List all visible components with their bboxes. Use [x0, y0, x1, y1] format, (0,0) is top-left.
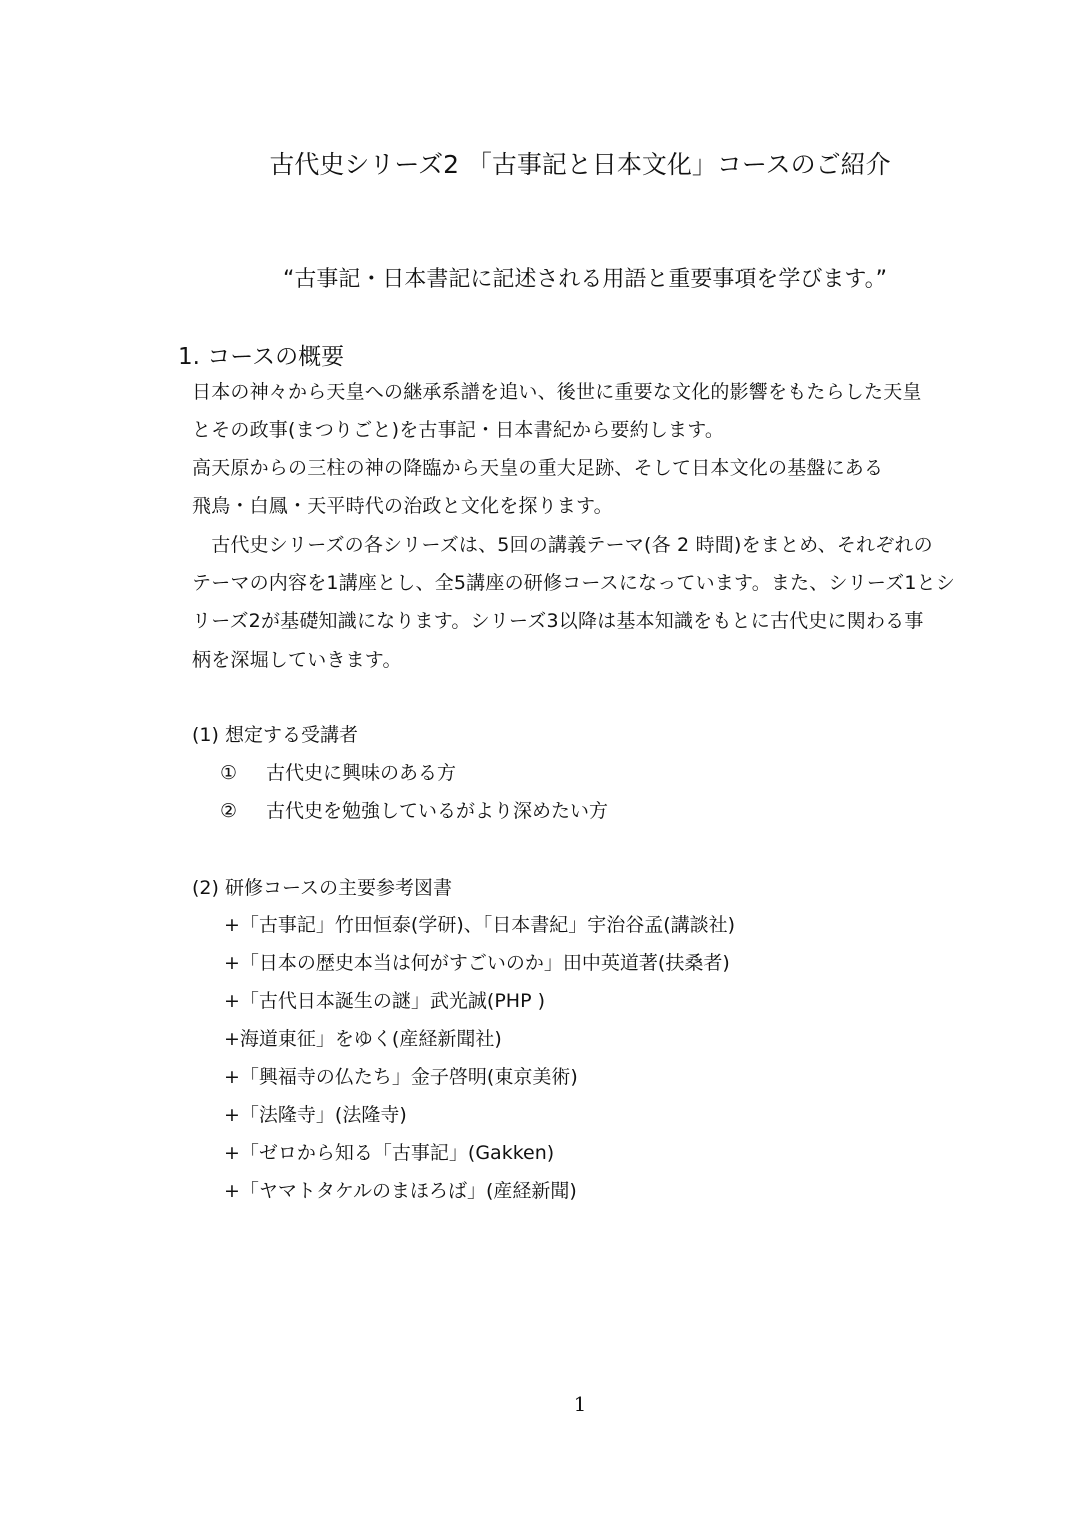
- overview-line: テーマの内容を1講座とし、全5講座の研修コースになっています。また、シリーズ1とシ: [192, 572, 956, 594]
- overview-line: リーズ2が基礎知識になります。シリーズ3以降は基本知識をもとに古代史に関わる事: [192, 610, 924, 632]
- page-number: 1: [573, 1392, 587, 1416]
- overview-line: 柄を深堀していきます。: [192, 649, 402, 671]
- reference-item: +「興福寺の仏たち」金子啓明(東京美術): [224, 1066, 578, 1088]
- page-title: 古代史シリーズ2 「古事記と日本文化」コースのご紹介: [269, 150, 891, 179]
- overview-line: 飛鳥・白鳳・天平時代の治政と文化を探ります。: [192, 495, 613, 517]
- audience-item: [220, 796, 608, 823]
- reference-item: +「古事記」竹田恒泰(学研)、「日本書紀」宇治谷孟(講談社): [224, 914, 736, 936]
- overview-line: とその政事(まつりごと)を古事記・日本書紀から要約します。: [192, 419, 725, 441]
- reference-item: +「法隆寺」(法隆寺): [224, 1104, 407, 1126]
- references-heading: (2) 研修コースの主要参考図書: [192, 877, 453, 899]
- overview-line: 日本の神々から天皇への継承系譜を追い、後世に重要な文化的影響をもたらした天皇: [192, 381, 922, 403]
- list-marker: ①: [220, 762, 238, 784]
- reference-item: +海道東征」をゆく(産経新聞社): [224, 1028, 502, 1050]
- reference-item: +「ヤマトタケルのまほろば」(産経新聞): [224, 1180, 577, 1202]
- audience-item-text: 古代史に興味のある方: [266, 762, 457, 784]
- overview-line: 古代史シリーズの各シリーズは、5回の講義テーマ(各 2 時間)をまとめ、それぞれの: [192, 534, 933, 556]
- overview-line: 高天原からの三柱の神の降臨から天皇の重大足跡、そして日本文化の基盤にある: [192, 457, 884, 479]
- tagline: “古事記・日本書記に記述される用語と重要事項を学びます。”: [282, 267, 888, 292]
- audience-item: [220, 758, 456, 785]
- audience-item-text: 古代史を勉強しているがより深めたい方: [266, 800, 609, 822]
- reference-item: +「ゼロから知る「古事記」(Gakken): [224, 1142, 555, 1164]
- list-marker: ②: [220, 800, 238, 822]
- section-heading-overview: 1. コースの概要: [178, 344, 345, 370]
- reference-item: +「古代日本誕生の謎」武光誠(PHP ): [224, 990, 545, 1012]
- reference-item: +「日本の歴史本当は何がすごいのか」田中英道著(扶桑者): [224, 952, 730, 974]
- audience-heading: (1) 想定する受講者: [192, 724, 358, 746]
